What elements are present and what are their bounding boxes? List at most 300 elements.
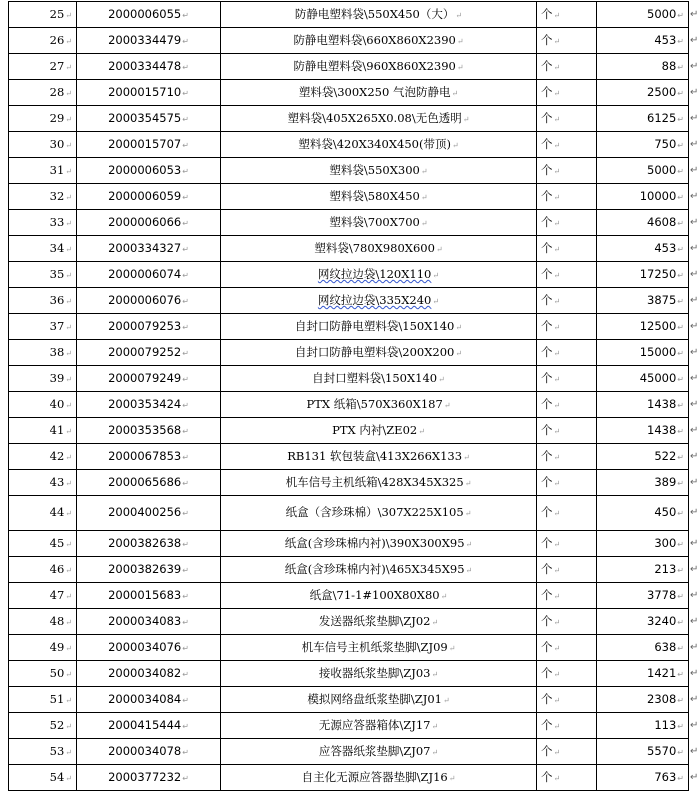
item-quantity: 213 [654,561,677,576]
row-end-mark: ↵ [690,563,699,575]
item-code: 2000079253 [108,318,182,333]
cell-end-mark: ↵ [448,773,456,783]
item-unit: 个 [541,6,553,21]
item-code: 2000006055 [108,6,182,21]
item-code: 2000353568 [108,422,182,437]
row-number-cell [9,314,77,340]
item-name-cell [221,132,537,158]
row-number-cell [9,661,77,687]
item-name-cell [221,2,537,28]
item-unit: 个 [541,396,553,411]
item-code: 2000065686 [108,474,182,489]
item-code-cell [77,739,221,765]
cell-end-mark: ↵ [677,114,684,124]
row-end-mark: ↵ [690,242,699,254]
item-code-cell [77,765,221,791]
cell-end-mark: ↵ [65,374,72,384]
item-unit-cell [537,739,597,765]
cell-end-mark: ↵ [455,322,463,332]
item-unit-cell [537,687,597,713]
table-row [9,210,689,236]
cell-end-mark: ↵ [431,669,439,679]
item-quantity: 6125 [647,110,677,125]
item-quantity-cell [597,2,689,28]
table-row [9,531,689,557]
cell-end-mark: ↵ [65,426,72,436]
row-number: 43 [49,474,65,489]
item-unit: 个 [541,474,553,489]
item-unit-cell [537,184,597,210]
cell-end-mark: ↵ [677,509,684,519]
cell-end-mark: ↵ [65,591,72,601]
cell-end-mark: ↵ [677,669,684,679]
item-code: 2000067853 [108,448,182,463]
item-unit: 个 [541,370,553,385]
item-unit-cell [537,609,597,635]
item-unit: 个 [541,639,553,654]
item-code: 2000006066 [108,214,182,229]
cell-end-mark: ↵ [677,166,684,176]
cell-end-mark: ↵ [65,747,72,757]
item-unit: 个 [541,613,553,628]
table-row [9,557,689,583]
item-unit-cell [537,661,597,687]
row-number: 37 [49,318,65,333]
item-name-cell [221,392,537,418]
row-number: 46 [49,561,65,576]
item-unit: 个 [541,266,553,281]
cell-end-mark: ↵ [65,218,72,228]
item-name: 塑料袋\580X450 [329,188,420,203]
item-unit-cell [537,288,597,314]
item-unit: 个 [541,84,553,99]
row-number-cell [9,340,77,366]
item-quantity-cell [597,609,689,635]
item-name: 机车信号主机纸箱\428X345X325 [285,474,464,489]
row-number-cell [9,531,77,557]
table-row [9,262,689,288]
item-unit: 个 [541,422,553,437]
item-code: 2000034076 [108,639,182,654]
row-end-mark: ↵ [690,164,699,176]
item-name: 网纹拉边袋\335X240 [317,292,432,307]
item-unit-cell [537,496,597,531]
cell-end-mark: ↵ [677,218,684,228]
row-end-mark: ↵ [690,268,699,280]
item-name: 纸盒\71-1#100X80X80 [309,587,440,602]
cell-end-mark: ↵ [677,322,684,332]
table-row [9,158,689,184]
item-name-cell [221,687,537,713]
row-number-cell [9,392,77,418]
cell-end-mark: ↵ [65,322,72,332]
cell-end-mark: ↵ [677,140,684,150]
item-name-cell [221,314,537,340]
item-name: 塑料袋\300X250 气泡防静电 [298,84,451,99]
cell-end-mark: ↵ [465,565,473,575]
item-name-cell [221,340,537,366]
row-number-cell [9,28,77,54]
item-quantity: 453 [654,240,677,255]
cell-end-mark: ↵ [182,374,189,384]
table-row [9,236,689,262]
row-number-cell [9,80,77,106]
item-quantity-cell [597,635,689,661]
item-quantity-cell [597,531,689,557]
cell-end-mark: ↵ [182,36,189,46]
item-code: 2000334479 [108,32,182,47]
cell-end-mark: ↵ [553,669,561,679]
row-number: 26 [49,32,65,47]
item-name-cell [221,366,537,392]
item-unit: 个 [541,448,553,463]
table-row [9,418,689,444]
cell-end-mark: ↵ [182,244,189,254]
item-quantity-cell [597,444,689,470]
cell-end-mark: ↵ [432,270,440,280]
row-number: 29 [49,110,65,125]
item-code: 2000382639 [108,561,182,576]
cell-end-mark: ↵ [431,617,439,627]
cell-end-mark: ↵ [677,591,684,601]
item-name: 塑料袋\780X980X600 [314,240,435,255]
item-quantity-cell [597,314,689,340]
item-quantity: 2308 [647,691,677,706]
table-row [9,314,689,340]
cell-end-mark: ↵ [182,773,189,783]
row-number: 39 [49,370,65,385]
cell-end-mark: ↵ [65,62,72,72]
item-code: 2000382638 [108,535,182,550]
item-quantity: 389 [654,474,677,489]
item-name-cell [221,28,537,54]
item-unit-cell [537,262,597,288]
item-name-cell [221,210,537,236]
item-unit-cell [537,236,597,262]
item-name: 纸盒（含珍珠棉）\307X225X105 [285,505,464,520]
item-quantity: 12500 [639,318,677,333]
cell-end-mark: ↵ [677,747,684,757]
cell-end-mark: ↵ [677,773,684,783]
item-name-cell [221,635,537,661]
cell-end-mark: ↵ [553,10,561,20]
item-code-cell [77,106,221,132]
item-quantity: 300 [654,535,677,550]
item-unit: 个 [541,505,553,520]
item-name-cell [221,713,537,739]
cell-end-mark: ↵ [182,114,189,124]
item-code-cell [77,210,221,236]
row-number-cell [9,583,77,609]
cell-end-mark: ↵ [553,218,561,228]
cell-end-mark: ↵ [65,617,72,627]
item-code-cell [77,531,221,557]
item-quantity-cell [597,80,689,106]
row-number-cell [9,106,77,132]
item-quantity: 1438 [647,396,677,411]
row-number-cell [9,765,77,791]
item-unit: 个 [541,32,553,47]
table-row [9,392,689,418]
item-quantity: 5000 [647,6,677,21]
cell-end-mark: ↵ [553,348,561,358]
item-code-cell [77,28,221,54]
item-code: 2000006074 [108,266,182,281]
item-code-cell [77,236,221,262]
cell-end-mark: ↵ [677,426,684,436]
cell-end-mark: ↵ [553,747,561,757]
row-end-mark: ↵ [690,346,699,358]
item-quantity-cell [597,739,689,765]
item-name-cell [221,288,537,314]
row-end-mark: ↵ [690,507,699,518]
item-quantity: 45000 [639,370,677,385]
cell-end-mark: ↵ [65,192,72,202]
cell-end-mark: ↵ [456,36,464,46]
item-name: PTX 纸箱\570X360X187 [306,396,443,411]
item-name-cell [221,184,537,210]
item-code-cell [77,687,221,713]
row-number-cell [9,444,77,470]
row-number-cell [9,288,77,314]
item-quantity: 3778 [647,587,677,602]
row-number-cell [9,2,77,28]
table-row [9,184,689,210]
row-number: 41 [49,422,65,437]
item-code-cell [77,2,221,28]
row-number: 54 [49,769,65,784]
table-row [9,288,689,314]
item-quantity-cell [597,713,689,739]
row-number: 53 [49,743,65,758]
item-name-cell [221,609,537,635]
table-row [9,340,689,366]
cell-end-mark: ↵ [677,62,684,72]
item-unit-cell [537,470,597,496]
row-number: 30 [49,136,65,151]
item-code: 2000415444 [108,717,182,732]
item-code-cell [77,557,221,583]
item-quantity: 453 [654,32,677,47]
row-end-mark: ↵ [690,641,699,653]
cell-end-mark: ↵ [553,539,561,549]
cell-end-mark: ↵ [464,478,472,488]
item-unit: 个 [541,717,553,732]
cell-end-mark: ↵ [182,565,189,575]
row-end-mark: ↵ [690,294,699,306]
item-code-cell [77,80,221,106]
cell-end-mark: ↵ [553,452,561,462]
item-unit-cell [537,418,597,444]
cell-end-mark: ↵ [182,452,189,462]
cell-end-mark: ↵ [553,643,561,653]
cell-end-mark: ↵ [182,478,189,488]
cell-end-mark: ↵ [65,400,72,410]
row-number: 33 [49,214,65,229]
item-quantity-cell [597,184,689,210]
row-number: 27 [49,58,65,73]
cell-end-mark: ↵ [182,747,189,757]
row-end-mark: ↵ [690,537,699,549]
row-number: 42 [49,448,65,463]
cell-end-mark: ↵ [65,10,72,20]
item-quantity-cell [597,288,689,314]
row-number-cell [9,739,77,765]
item-name: 自封口防静电塑料袋\150X140 [294,318,455,333]
item-code-cell [77,583,221,609]
item-code: 2000079252 [108,344,182,359]
item-quantity: 763 [654,769,677,784]
item-code: 2000377232 [108,769,182,784]
item-quantity: 10000 [639,188,677,203]
cell-end-mark: ↵ [677,643,684,653]
item-unit-cell [537,2,597,28]
row-number: 49 [49,639,65,654]
row-number-cell [9,496,77,531]
cell-end-mark: ↵ [65,478,72,488]
cell-end-mark: ↵ [65,348,72,358]
item-unit-cell [537,54,597,80]
item-name-cell [221,557,537,583]
item-code: 2000034082 [108,665,182,680]
item-quantity: 638 [654,639,677,654]
cell-end-mark: ↵ [65,270,72,280]
item-unit: 个 [541,58,553,73]
table-row [9,444,689,470]
item-quantity-cell [597,262,689,288]
cell-end-mark: ↵ [442,695,450,705]
item-code-cell [77,470,221,496]
item-name-cell [221,236,537,262]
row-number-cell [9,236,77,262]
row-end-mark: ↵ [690,34,699,46]
cell-end-mark: ↵ [553,36,561,46]
row-number: 45 [49,535,65,550]
item-name: 塑料袋\420X340X450(带顶) [298,136,451,151]
item-code-cell [77,713,221,739]
item-code: 2000334478 [108,58,182,73]
item-code-cell [77,54,221,80]
item-code: 2000034083 [108,613,182,628]
cell-end-mark: ↵ [677,296,684,306]
cell-end-mark: ↵ [553,400,561,410]
table-row [9,635,689,661]
cell-end-mark: ↵ [182,10,189,20]
row-number-cell [9,158,77,184]
cell-end-mark: ↵ [65,669,72,679]
item-unit: 个 [541,162,553,177]
cell-end-mark: ↵ [464,509,472,519]
cell-end-mark: ↵ [455,10,463,20]
cell-end-mark: ↵ [553,62,561,72]
item-unit: 个 [541,691,553,706]
cell-end-mark: ↵ [677,452,684,462]
row-number: 52 [49,717,65,732]
cell-end-mark: ↵ [553,721,561,731]
row-number-cell [9,184,77,210]
row-end-mark: ↵ [690,615,699,627]
item-quantity-cell [597,366,689,392]
cell-end-mark: ↵ [553,114,561,124]
item-unit: 个 [541,665,553,680]
item-unit-cell [537,557,597,583]
item-quantity-cell [597,557,689,583]
cell-end-mark: ↵ [553,88,561,98]
item-code-cell [77,366,221,392]
cell-end-mark: ↵ [677,374,684,384]
item-unit-cell [537,132,597,158]
cell-end-mark: ↵ [65,36,72,46]
item-quantity-cell [597,54,689,80]
table-row [9,687,689,713]
cell-end-mark: ↵ [182,192,189,202]
item-code: 2000015710 [108,84,182,99]
item-code-cell [77,262,221,288]
item-quantity: 522 [654,448,677,463]
item-unit-cell [537,392,597,418]
item-quantity-cell [597,210,689,236]
item-unit-cell [537,340,597,366]
item-name: 无源应答器箱体\ZJ17 [318,717,431,732]
cell-end-mark: ↵ [677,36,684,46]
cell-end-mark: ↵ [677,617,684,627]
cell-end-mark: ↵ [182,348,189,358]
row-end-mark: ↵ [690,398,699,410]
item-code-cell [77,288,221,314]
cell-end-mark: ↵ [65,565,72,575]
item-unit-cell [537,531,597,557]
row-end-mark: ↵ [690,8,699,20]
row-number: 50 [49,665,65,680]
item-name-cell [221,765,537,791]
item-name: 接收器纸浆垫脚\ZJ03 [318,665,431,680]
cell-end-mark: ↵ [463,452,470,462]
cell-end-mark: ↵ [65,114,72,124]
item-quantity: 4608 [647,214,677,229]
item-quantity: 17250 [639,266,677,281]
cell-end-mark: ↵ [456,62,464,72]
row-number-cell [9,210,77,236]
item-code-cell [77,661,221,687]
item-code: 2000006076 [108,292,182,307]
item-unit-cell [537,713,597,739]
cell-end-mark: ↵ [182,695,189,705]
cell-end-mark: ↵ [182,721,189,731]
row-number-cell [9,635,77,661]
cell-end-mark: ↵ [182,62,189,72]
item-code-cell [77,418,221,444]
item-unit-cell [537,210,597,236]
row-number-cell [9,470,77,496]
cell-end-mark: ↵ [65,773,72,783]
item-code-cell [77,340,221,366]
item-code-cell [77,132,221,158]
cell-end-mark: ↵ [65,452,72,462]
item-table [8,1,689,791]
row-end-mark: ↵ [690,138,699,150]
row-number: 44 [49,505,65,520]
item-unit-cell [537,635,597,661]
cell-end-mark: ↵ [182,539,189,549]
item-name-cell [221,583,537,609]
cell-end-mark: ↵ [418,426,425,436]
item-name-cell [221,54,537,80]
item-quantity-cell [597,340,689,366]
item-quantity: 1421 [647,665,677,680]
item-name: 发送器纸浆垫脚\ZJ02 [318,613,431,628]
item-name: 纸盒(含珍珠棉内衬)\390X300X95 [284,535,465,550]
item-unit: 个 [541,769,553,784]
